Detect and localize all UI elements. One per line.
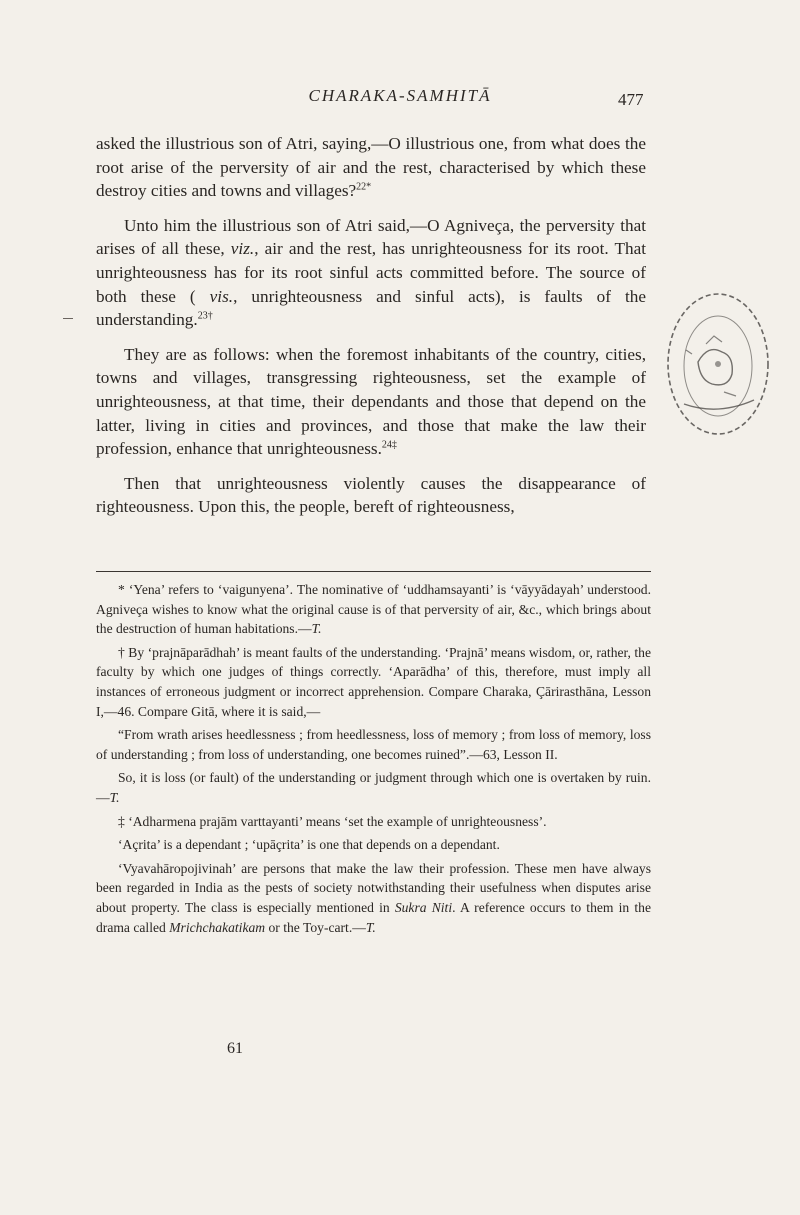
- paragraph-text: Then that unrighteousness violently causes the disappearance of righteousness. Upon this, the people, bereft of righteousness,: [96, 473, 646, 517]
- footnote-text: ‡ ‘Adharmena prajām varttayanti’ means ‘set the example of unrighteousness’.: [118, 813, 547, 829]
- footnote-rule: [96, 571, 651, 572]
- paragraph: [96, 472, 646, 519]
- footnote-text: ‘Vyavahāropojivinah’ are persons that make the law their profession. These men have always been regarded in India as the pests of society notwithstanding their usefulness when disputes arise about property. The class is especially mentioned in: [96, 860, 651, 915]
- page-number: 477: [618, 90, 644, 109]
- footnote: [96, 643, 651, 721]
- paragraph-text: , air and the rest, has unrighteousness for its root. That unrighteousness has for its root sinful acts committed before. The source of both these (: [96, 239, 647, 306]
- footnote: [96, 580, 651, 639]
- folio-signature: 61: [227, 1040, 243, 1057]
- footnote: [96, 859, 651, 937]
- footnote-quote: [96, 725, 651, 764]
- translator-mark: T.: [365, 919, 376, 935]
- paragraph: [96, 214, 646, 332]
- footnote-text: † By ‘prajnāparādhah’ is meant faults of the understanding. ‘Prajnā’ means wisdom, or, rather, the faculty by which one judges of things correctly. ‘Aparādha’ of this, therefore, must imply all instances of erroneous judgment or incorrect apprehension. Compare Charaka, Çārirasthāna, Lesson I,—46. Compare Gitā, where it is said,—: [96, 644, 651, 719]
- main-text: [96, 132, 646, 530]
- footnote-text: So, it is loss (or fault) of the understanding or judgment through which one is overtaken by ruin.—: [96, 770, 651, 805]
- note-ref: 24‡: [381, 439, 397, 451]
- margin-mark: [63, 318, 73, 319]
- paragraph-text: asked the illustrious son of Atri, saying,—O illustrious one, from what does the root arise of the perversity of air and the rest, characterised by which these destroy cities and towns and villages?: [96, 134, 646, 201]
- note-ref: 22*: [356, 181, 372, 193]
- paragraph-text: , unrighteousness and sinful acts), is faults of the understanding.: [96, 286, 646, 330]
- italic-term: vis.: [209, 286, 234, 306]
- translator-mark: T.: [311, 621, 322, 637]
- paragraph-text: They are as follows: when the foremost inhabitants of the country, cities, towns and villages, transgressing righteousness, set the example of unrighteousness, at that time, their dependants and those that depend on the latter, living in cities and provinces, and those that make the law their profession, enhance that unrighteousness.: [96, 344, 646, 459]
- footnotes: [96, 580, 651, 941]
- footnote: [96, 835, 651, 855]
- paragraph-text: Unto him the illustrious son of Atri said,—O Agniveça, the perversity that arises of all these,: [96, 215, 646, 259]
- footnote-text: “From wrath arises heedlessness ; from heedlessness, loss of memory ; from loss of memory, loss of understanding ; from loss of understanding, one becomes ruined”.—63, Lesson II.: [96, 727, 651, 762]
- translator-mark: T.: [109, 789, 120, 805]
- italic-title: Sukra Niti: [394, 899, 453, 915]
- footnote-text: . A reference occurs to them in the drama called: [96, 899, 652, 935]
- italic-term: viz.: [230, 239, 255, 259]
- library-seal-icon: [662, 284, 780, 448]
- footnote-text: ‘Açrita’ is a dependant ; ‘upāçrita’ is one that depends on a dependant.: [118, 837, 500, 853]
- footnote: [96, 812, 651, 832]
- footnote-text: or the Toy-cart.—: [265, 919, 366, 935]
- footnote: [96, 768, 651, 807]
- note-ref: 23†: [197, 310, 213, 322]
- running-title: CHARAKA-SAMHITĀ: [308, 86, 492, 105]
- paragraph: [96, 343, 646, 461]
- italic-title: Mrichchakatikam: [169, 919, 266, 935]
- paragraph: [96, 132, 646, 203]
- footnote-text: * ‘Yena’ refers to ‘vaigunyena’. The nominative of ‘uddhamsayanti’ is ‘vāyyādayah’ understood. Agniveça wishes to know what the original cause is of that perversity of air, &c., which brings about the destruction of human habitations.—: [96, 582, 651, 637]
